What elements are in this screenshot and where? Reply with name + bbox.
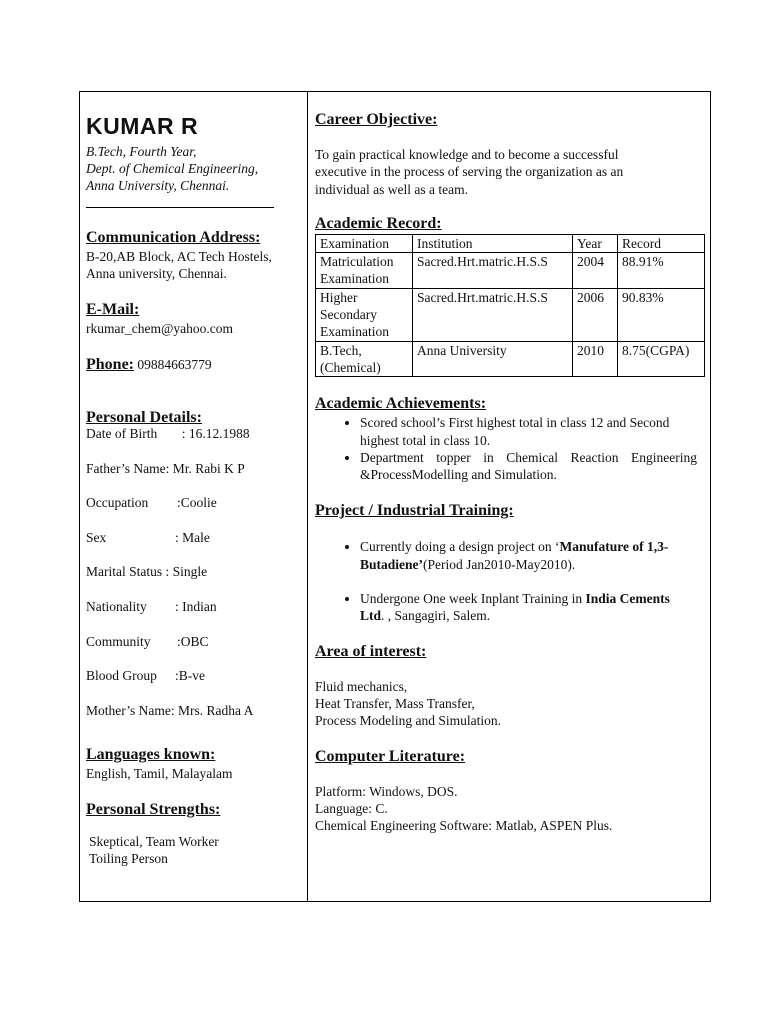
training-text: Undergone One week Inplant Training in: [360, 591, 586, 607]
list-item: Language: C.: [315, 800, 388, 816]
detail-nationality: [86, 598, 301, 615]
interest-heading: Area of interest:: [315, 642, 427, 660]
list-item: • Scored school’s First highest total in class 12 and Second highest total in class 10.: [360, 414, 697, 449]
phone-value: 09884663779: [134, 357, 212, 372]
project-period: (Period Jan2010-May2010).: [423, 556, 576, 572]
strengths-heading: Personal Strengths:: [86, 800, 221, 818]
table-row: [316, 341, 705, 377]
academic-record-table: [315, 234, 705, 377]
detail-label: Nationality: [86, 598, 147, 614]
detail-value: : Indian: [175, 598, 217, 614]
candidate-name: KUMAR R: [86, 113, 199, 139]
table-cell: Anna University: [413, 341, 573, 377]
strengths-line-2: Toiling Person: [89, 850, 168, 866]
table-row: [316, 253, 705, 289]
detail-father: [86, 460, 301, 477]
computer-list: [315, 783, 707, 835]
detail-dob: [86, 425, 301, 442]
university-line: Anna University, Chennai.: [86, 178, 230, 193]
email-heading: E-Mail:: [86, 301, 140, 318]
list-item: Process Modeling and Simulation.: [315, 713, 501, 729]
table-cell: 8.75(CGPA): [618, 341, 705, 377]
detail-label: Marital Status: [86, 564, 163, 580]
personal-details-list: [86, 425, 301, 719]
career-heading: Career Objective:: [315, 111, 438, 128]
phone-line: [86, 355, 301, 375]
detail-occupation: [86, 494, 301, 511]
communication-heading: Communication Address:: [86, 229, 261, 246]
column-header: Year: [573, 234, 618, 252]
list-item: Chemical Engineering Software: Matlab, ASPEN Plus.: [315, 818, 613, 834]
detail-value: Mrs. Radha A: [174, 702, 254, 718]
detail-community: [86, 633, 301, 650]
detail-label: Mother’s Name:: [86, 702, 175, 718]
department-line: Dept. of Chemical Engineering,: [86, 161, 259, 176]
list-item: Fluid mechanics,: [315, 678, 408, 694]
languages-heading: Languages known:: [86, 745, 216, 763]
phone-heading: Phone:: [86, 356, 134, 373]
detail-value: :B-ve: [175, 668, 205, 684]
degree-line: B.Tech, Fourth Year,: [86, 144, 197, 159]
academic-heading: Academic Record:: [315, 214, 442, 232]
address-line-1: B-20,AB Block, AC Tech Hostels,: [86, 249, 272, 264]
list-item: Heat Transfer, Mass Transfer,: [315, 695, 475, 711]
detail-blood-group: [86, 667, 301, 684]
detail-value: :Coolie: [177, 495, 217, 511]
detail-label: Occupation: [86, 495, 149, 511]
personal-details-heading: Personal Details:: [86, 409, 202, 426]
detail-value: : Single: [162, 564, 208, 580]
table-cell: Higher Secondary Examination: [316, 288, 413, 341]
header-rule: [86, 207, 274, 208]
detail-label: Community: [86, 633, 151, 649]
table-cell: 90.83%: [618, 288, 705, 341]
detail-value: : 16.12.1988: [175, 426, 250, 441]
column-header: Institution: [413, 234, 573, 252]
column-divider: [307, 91, 308, 902]
project-title: Manufature of 1,3-Butadiene’: [360, 539, 669, 572]
project-heading: Project / Industrial Training:: [315, 502, 514, 520]
table-cell: 2010: [573, 341, 618, 377]
languages-value: English, Tamil, Malayalam: [86, 765, 233, 781]
table-cell: 2006: [573, 288, 618, 341]
project-list: [315, 538, 680, 624]
left-column: [86, 113, 301, 867]
right-column: [315, 110, 707, 834]
achievements-list: [315, 414, 697, 483]
address-line-2: Anna university, Chennai.: [86, 266, 227, 281]
table-cell: Matriculation Examination: [316, 253, 413, 289]
list-item: Platform: Windows, DOS.: [315, 783, 458, 799]
detail-label: Blood Group: [86, 668, 157, 684]
interest-list: [315, 678, 707, 730]
detail-value: Mr. Rabi K P: [169, 460, 245, 476]
detail-mother: [86, 702, 301, 719]
list-item: [360, 538, 680, 573]
detail-value: :OBC: [177, 633, 209, 649]
detail-label: Father’s Name:: [86, 460, 170, 476]
career-text: To gain practical knowledge and to become a successful executive in the process of serving the organization as an individual as well as a team.: [315, 147, 624, 197]
column-header: Examination: [316, 234, 413, 252]
list-item: [360, 590, 680, 625]
table-cell: B.Tech, (Chemical): [316, 341, 413, 377]
computer-heading: Computer Literature:: [315, 747, 466, 765]
table-header-row: [316, 234, 705, 252]
project-text: Currently doing a design project on ‘: [360, 539, 560, 555]
table-cell: Sacred.Hrt.matric.H.S.S: [413, 253, 573, 289]
table-cell: 88.91%: [618, 253, 705, 289]
achievements-heading: Academic Achievements:: [315, 395, 487, 413]
column-header: Record: [618, 234, 705, 252]
training-location: . , Sangagiri, Salem.: [381, 608, 491, 624]
strengths-line-1: Skeptical, Team Worker: [89, 833, 219, 849]
training-company: India Cements Ltd: [360, 591, 670, 624]
table-cell: 2004: [573, 253, 618, 289]
detail-label: Date of Birth: [86, 426, 158, 441]
email-value: rkumar_chem@yahoo.com: [86, 321, 234, 336]
detail-sex: [86, 529, 301, 546]
table-row: [316, 288, 705, 341]
detail-marital: [86, 563, 301, 580]
table-cell: Sacred.Hrt.matric.H.S.S: [413, 288, 573, 341]
list-item: • Department topper in Chemical Reaction Engineering &ProcessModelling and Simulation.: [360, 449, 697, 484]
detail-value: : Male: [175, 529, 210, 545]
detail-label: Sex: [86, 529, 107, 545]
